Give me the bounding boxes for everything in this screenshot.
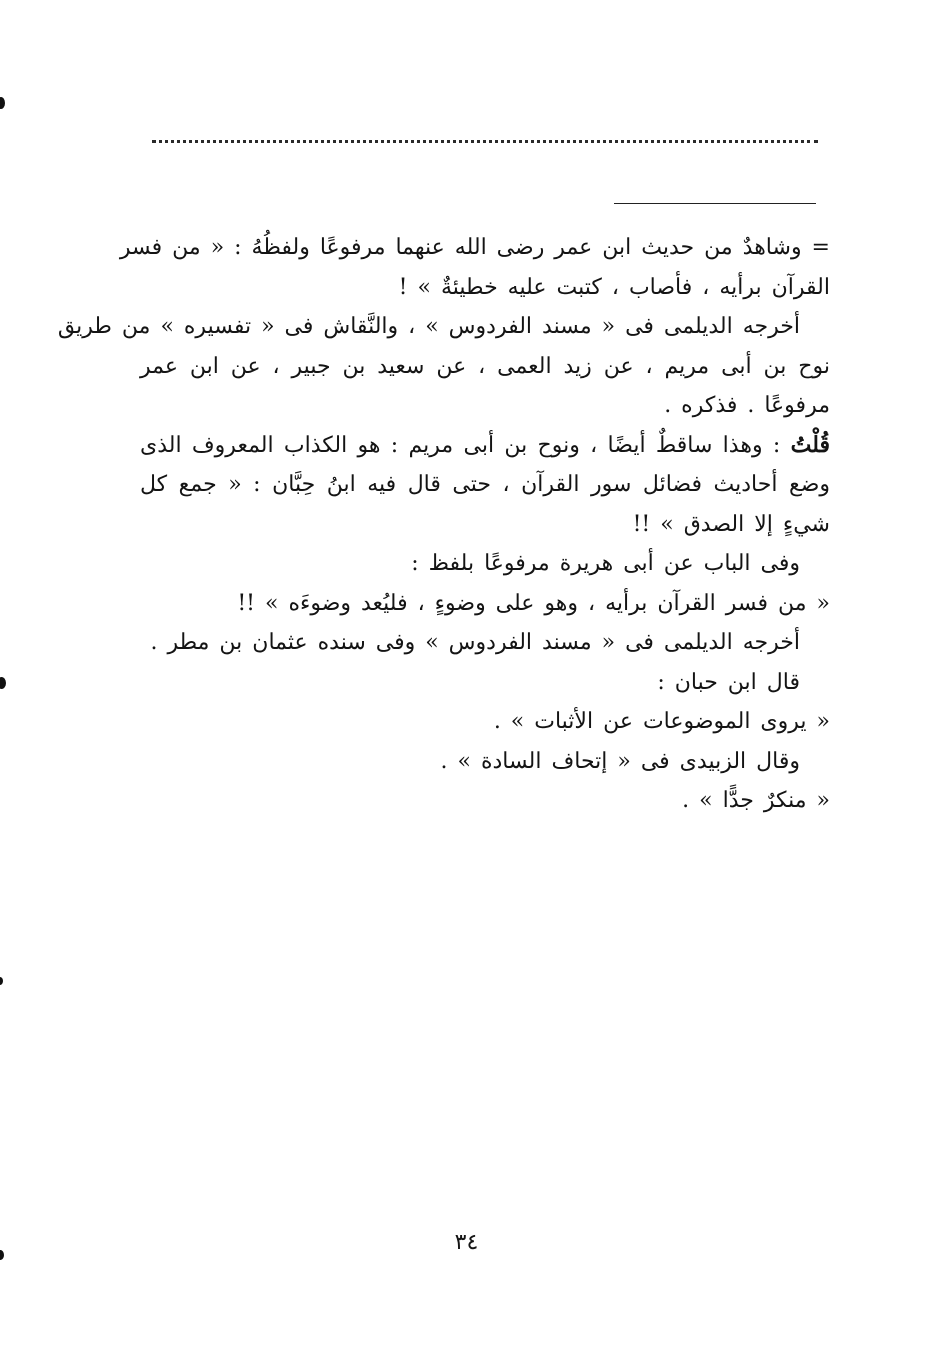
text-line-9: وفى الباب عن أبى هريرة مرفوعًا بلفظ :: [411, 551, 800, 576]
text-line-2: القرآن برأيه ، فأصاب ، كتبت عليه خطيئةٌ » !: [398, 274, 830, 300]
text-line-1: = وشاهدٌ من حديث ابن عمر رضى الله عنهما مرفوعًا ولفظُهُ : « من فسر: [119, 235, 830, 260]
text-line-10: « من فسر القرآن برأيه ، وهو على وضوءٍ ، فليُعد وضوءَه » !!: [237, 590, 830, 616]
margin-dot: [0, 97, 5, 109]
text-line-12: قال ابن حبان :: [657, 669, 800, 695]
text-line-15: « منكرٌ جدًّا » .: [682, 788, 830, 813]
text-line-7: وضع أحاديث فضائل سور القرآن ، حتى قال فيه ابنُ حِبَّان : « جمع كل: [140, 472, 830, 497]
text-line-8: شيءٍ إلا الصدق » !!: [632, 511, 830, 537]
margin-dot: [0, 677, 6, 689]
text-line-4: نوح بن أبى مريم ، عن زيد العمى ، عن سعيد بن جبير ، عن ابن عمر: [140, 353, 830, 379]
footnote-rule: [614, 203, 816, 204]
margin-dot: [0, 977, 3, 985]
text-line-3: أخرجه الديلمى فى « مسند الفردوس » ، والنَّقاش فى « تفسيره » من طريق: [57, 314, 800, 339]
text-line-5: مرفوعًا . فذكره .: [664, 393, 830, 418]
page-number: ٣٤: [454, 1230, 479, 1255]
dotted-separator: [152, 140, 818, 143]
text-line-14: وقال الزبيدى فى « إتحاف السادة » .: [440, 748, 800, 774]
margin-dot: [0, 1250, 4, 1260]
text-line-13: « يروى الموضوعات عن الأثبات » .: [493, 709, 830, 734]
text-line-6: [140, 426, 830, 466]
body-text: [57, 228, 830, 821]
text-line-11: أخرجه الديلمى فى « مسند الفردوس » وفى سنده عثمان بن مطر .: [150, 630, 800, 655]
text-line-6-rest: : وهذا ساقطٌ أيضًا ، ونوح بن أبى مريم : هو الكذاب المعروف الذى: [140, 432, 781, 458]
qult-word: قُلْتُ: [790, 431, 830, 458]
